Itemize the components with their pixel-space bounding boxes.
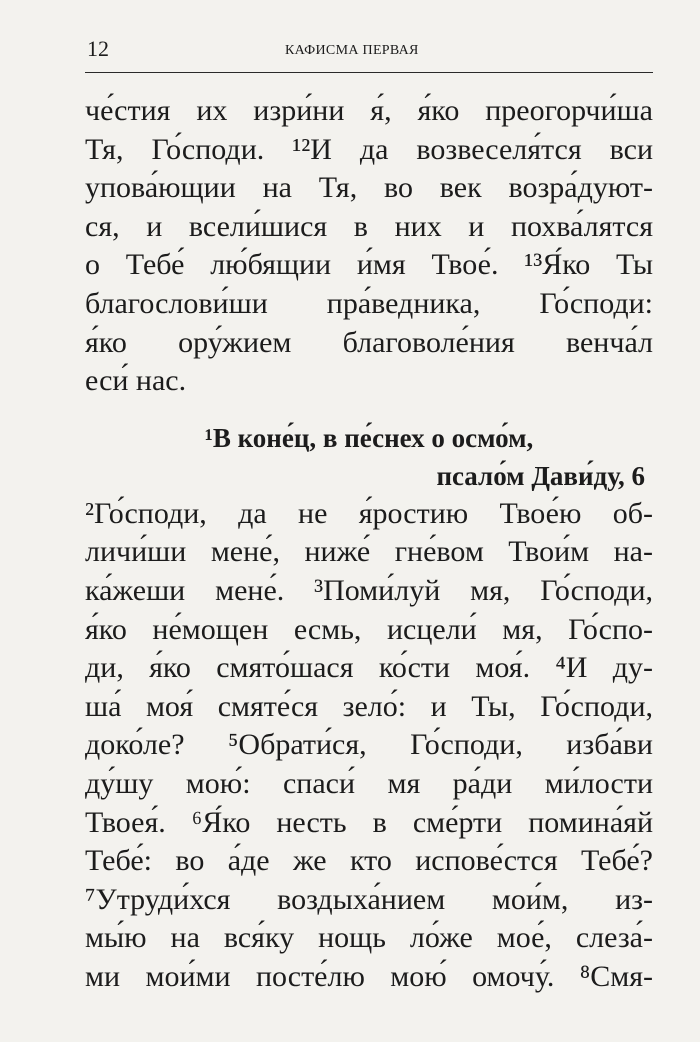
psalm-title-line-1: ¹В коне́ц, в пе́снех о осмо́м, (204, 422, 534, 453)
text-line: благослови́ши пра́ведника, Го́споди: (85, 286, 653, 320)
text-line: упова́ющии на Тя, во век возра́дуют- (85, 171, 653, 205)
page-header (85, 32, 653, 73)
text-line: ди, я́ко смято́шася ко́сти моя́. ⁴И ду- (85, 651, 653, 685)
page-number: 12 (87, 36, 109, 61)
text-line: Тебе́: во а́де же кто испове́стся Тебе́? (85, 844, 653, 878)
text-body (85, 92, 653, 996)
text-line: доко́ле? ⁵Обрати́ся, Го́споди, изба́ви (85, 728, 653, 762)
running-head: КАФИСМА ПЕРВАЯ (285, 43, 419, 58)
text-line: ми мои́ми посте́лю мою́ омочу́. ⁸Смя- (85, 959, 653, 993)
text-line: мы́ю на вся́ку нощь ло́же мое́, слеза́- (85, 921, 653, 955)
text-line: о Тебе́ лю́бящии и́мя Твое́. ¹³Я́ко Ты (85, 248, 653, 282)
text-line: ша́ моя́ смяте́ся зело́: и Ты, Го́споди, (85, 689, 653, 723)
text-line: Тя, Го́споди. ¹²И да возвеселя́тся вси (85, 132, 653, 166)
text-line: ка́жеши мене́. ³Поми́луй мя, Го́споди, (85, 573, 653, 607)
text-line: ся, и всели́шися в них и похва́лятся (85, 209, 653, 243)
psalm-title-line-2: псало́м Дави́ду, 6 (436, 460, 645, 491)
text-line: еси́ нас. (85, 364, 187, 398)
text-line: ду́шу мою́: спаси́ мя ра́ди ми́лости (85, 766, 653, 800)
text-line: я́ко ору́жием благоволе́ния венча́л (85, 325, 653, 359)
text-line: Твоея́. ⁶Я́ко несть в сме́рти помина́яй (85, 805, 653, 839)
text-line: ⁷Утруди́хся воздыха́нием мои́м, из- (85, 882, 653, 916)
text-line: че́стия их изри́ни я́, я́ко преогорчи́ша (85, 94, 653, 127)
text-line: личи́ши мене́, ниже́ гне́вом Твои́м на- (85, 535, 653, 569)
text-line: ²Го́споди, да не я́ростию Твое́ю об- (85, 496, 653, 530)
text-line: я́ко не́мощен есмь, исцели́ мя, Го́спо- (85, 612, 653, 646)
